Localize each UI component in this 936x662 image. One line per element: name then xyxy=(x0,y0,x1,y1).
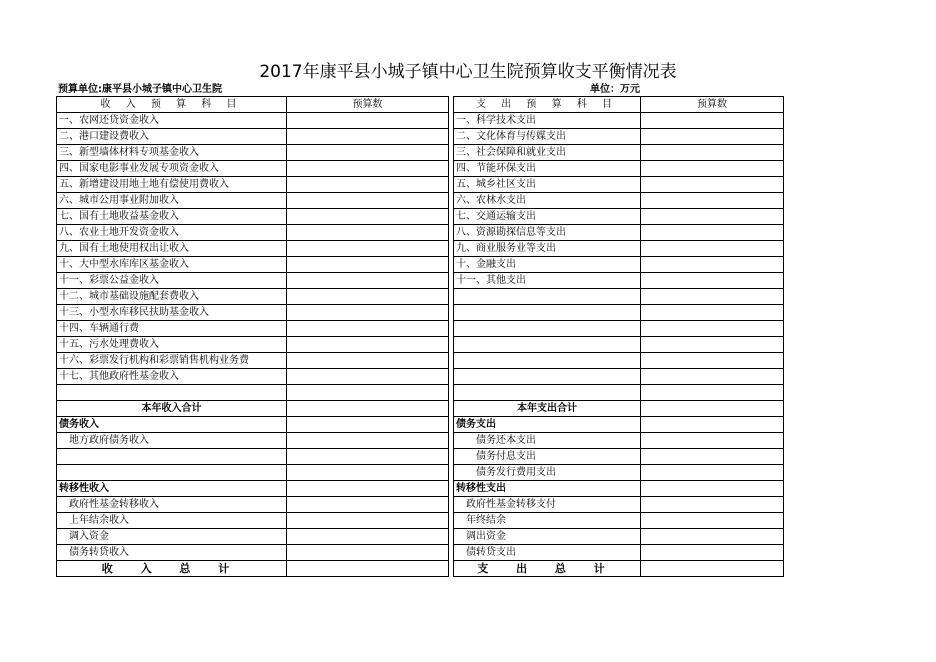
income-item: 九、国有土地使用权出让收入 xyxy=(57,241,287,257)
expense-item: 十、金融支出 xyxy=(454,257,641,273)
empty-cell xyxy=(454,369,641,385)
expense-item: 四、节能环保支出 xyxy=(454,161,641,177)
income-amount-cell xyxy=(287,225,449,241)
income-amount-cell xyxy=(287,209,449,225)
expense-amount-cell xyxy=(641,113,784,129)
expense-amount-cell xyxy=(641,401,784,417)
table-row xyxy=(57,225,784,241)
transfer-expense-label: 转移性支出 xyxy=(454,481,641,497)
expense-item: 六、农林水支出 xyxy=(454,193,641,209)
year-expense-total: 本年支出合计 xyxy=(454,401,641,417)
income-amount-cell xyxy=(287,513,449,529)
income-amount-cell xyxy=(287,337,449,353)
empty-cell xyxy=(454,305,641,321)
income-amount-cell xyxy=(287,481,449,497)
table-row xyxy=(57,257,784,273)
transfer-expense-item: 调出资金 xyxy=(454,529,641,545)
expense-amount-cell xyxy=(641,241,784,257)
table-row xyxy=(57,353,784,369)
income-item: 十一、彩票公益金收入 xyxy=(57,273,287,289)
income-item: 六、城市公用事业附加收入 xyxy=(57,193,287,209)
empty-cell xyxy=(57,465,287,481)
income-amount-cell xyxy=(287,321,449,337)
expense-amount-cell xyxy=(641,145,784,161)
table-row xyxy=(57,273,784,289)
expense-amount-cell xyxy=(641,561,784,577)
table-row xyxy=(57,289,784,305)
income-amount-cell xyxy=(287,369,449,385)
transfer-expense-item: 政府性基金转移支付 xyxy=(454,497,641,513)
expense-amount-cell xyxy=(641,129,784,145)
table-row xyxy=(57,177,784,193)
income-amount-cell xyxy=(287,433,449,449)
table-row xyxy=(57,385,784,401)
income-amount-cell xyxy=(287,529,449,545)
expense-amount-cell xyxy=(641,417,784,433)
table-row xyxy=(57,193,784,209)
expense-amount-cell xyxy=(641,449,784,465)
table-row xyxy=(57,145,784,161)
expense-amount-cell xyxy=(641,289,784,305)
expense-item: 一、科学技术支出 xyxy=(454,113,641,129)
budget-unit-label: 预算单位:康平县小城子镇中心卫生院 xyxy=(58,84,222,95)
income-amount-cell xyxy=(287,401,449,417)
expense-amount-cell xyxy=(641,529,784,545)
table-row xyxy=(57,513,784,529)
income-amount-cell xyxy=(287,113,449,129)
empty-cell xyxy=(57,385,287,401)
empty-cell xyxy=(454,289,641,305)
income-amount-cell xyxy=(287,385,449,401)
income-amount-cell xyxy=(287,497,449,513)
income-amount-cell xyxy=(287,161,449,177)
expense-item: 七、交通运输支出 xyxy=(454,209,641,225)
income-amount-cell xyxy=(287,353,449,369)
header-row xyxy=(57,97,784,113)
grand-expense-total: 支 出 总 计 xyxy=(454,561,641,577)
table-row xyxy=(57,465,784,481)
debt-expense-item: 债务发行费用支出 xyxy=(454,465,641,481)
table-row xyxy=(57,401,784,417)
debt-expense-item: 债务还本支出 xyxy=(454,433,641,449)
empty-cell xyxy=(57,449,287,465)
table-row xyxy=(57,129,784,145)
transfer-income-item: 债务转贷收入 xyxy=(57,545,287,561)
grand-income-total: 收 入 总 计 xyxy=(57,561,287,577)
debt-expense-label: 债务支出 xyxy=(454,417,641,433)
expense-amount-cell xyxy=(641,433,784,449)
table-row xyxy=(57,161,784,177)
empty-cell xyxy=(454,353,641,369)
transfer-income-item: 上年结余收入 xyxy=(57,513,287,529)
income-amount-cell xyxy=(287,305,449,321)
expense-amount-cell xyxy=(641,177,784,193)
income-amount-cell xyxy=(287,545,449,561)
expense-amount-cell xyxy=(641,497,784,513)
income-amount-cell xyxy=(287,449,449,465)
income-amount-cell xyxy=(287,257,449,273)
expense-amount-cell xyxy=(641,161,784,177)
transfer-income-item: 调入资金 xyxy=(57,529,287,545)
expense-amount-cell xyxy=(641,545,784,561)
page-title: 2017年康平县小城子镇中心卫生院预算收支平衡情况表 xyxy=(259,62,677,82)
table-row xyxy=(57,321,784,337)
budget-balance-table xyxy=(56,96,784,577)
currency-unit-label: 单位：万元 xyxy=(590,84,640,95)
income-item: 二、港口建设费收入 xyxy=(57,129,287,145)
empty-cell xyxy=(454,321,641,337)
debt-expense-item: 债务付息支出 xyxy=(454,449,641,465)
income-item: 七、国有土地收益基金收入 xyxy=(57,209,287,225)
income-item: 四、国家电影事业发展专项资金收入 xyxy=(57,161,287,177)
income-item: 十五、污水处理费收入 xyxy=(57,337,287,353)
income-amount-cell xyxy=(287,193,449,209)
table-row xyxy=(57,529,784,545)
income-item: 十三、小型水库移民扶助基金收入 xyxy=(57,305,287,321)
expense-amount-cell xyxy=(641,337,784,353)
income-amount-cell xyxy=(287,241,449,257)
expense-item-header: 支 出 预 算 科 目 xyxy=(454,97,641,113)
table-row xyxy=(57,417,784,433)
table-row xyxy=(57,433,784,449)
income-amount-cell xyxy=(287,561,449,577)
income-amount-cell xyxy=(287,145,449,161)
expense-amount-cell xyxy=(641,209,784,225)
table-row xyxy=(57,369,784,385)
expense-amount-cell xyxy=(641,321,784,337)
income-amount-cell xyxy=(287,273,449,289)
income-amount-cell xyxy=(287,177,449,193)
income-item-header: 收 入 预 算 科 目 xyxy=(57,97,287,113)
income-item: 十二、城市基础设施配套费收入 xyxy=(57,289,287,305)
income-amount-cell xyxy=(287,129,449,145)
expense-amount-cell xyxy=(641,193,784,209)
income-item: 十六、彩票发行机构和彩票销售机构业务费 xyxy=(57,353,287,369)
expense-item: 五、城乡社区支出 xyxy=(454,177,641,193)
income-item: 十七、其他政府性基金收入 xyxy=(57,369,287,385)
debt-income-label: 债务收入 xyxy=(57,417,287,433)
table-row xyxy=(57,497,784,513)
expense-amount-cell xyxy=(641,465,784,481)
income-item: 三、新型墙体材料专项基金收入 xyxy=(57,145,287,161)
income-amount-header: 预算数 xyxy=(287,97,449,113)
year-income-total: 本年收入合计 xyxy=(57,401,287,417)
expense-amount-cell xyxy=(641,369,784,385)
expense-amount-cell xyxy=(641,353,784,369)
table-row xyxy=(57,305,784,321)
transfer-income-item: 政府性基金转移收入 xyxy=(57,497,287,513)
income-amount-cell xyxy=(287,465,449,481)
expense-amount-cell xyxy=(641,481,784,497)
expense-item: 三、社会保障和就业支出 xyxy=(454,145,641,161)
debt-income-item: 地方政府债务收入 xyxy=(57,433,287,449)
empty-cell xyxy=(454,337,641,353)
expense-item: 十一、其他支出 xyxy=(454,273,641,289)
transfer-expense-item: 年终结余 xyxy=(454,513,641,529)
table-row xyxy=(57,209,784,225)
table-row xyxy=(57,449,784,465)
expense-item: 二、文化体育与传媒支出 xyxy=(454,129,641,145)
empty-cell xyxy=(454,385,641,401)
expense-amount-cell xyxy=(641,273,784,289)
table-row xyxy=(57,561,784,577)
expense-amount-header: 预算数 xyxy=(641,97,784,113)
expense-amount-cell xyxy=(641,305,784,321)
transfer-expense-item: 债转贷支出 xyxy=(454,545,641,561)
income-amount-cell xyxy=(287,417,449,433)
expense-amount-cell xyxy=(641,225,784,241)
income-item: 一、农网还贷资金收入 xyxy=(57,113,287,129)
expense-item: 九、商业服务业等支出 xyxy=(454,241,641,257)
table-row xyxy=(57,481,784,497)
table-row xyxy=(57,545,784,561)
table-row xyxy=(57,337,784,353)
table-row xyxy=(57,241,784,257)
table-row xyxy=(57,113,784,129)
expense-amount-cell xyxy=(641,257,784,273)
income-item: 八、农业土地开发资金收入 xyxy=(57,225,287,241)
income-item: 十四、车辆通行费 xyxy=(57,321,287,337)
income-item: 十、大中型水库库区基金收入 xyxy=(57,257,287,273)
expense-amount-cell xyxy=(641,513,784,529)
transfer-income-label: 转移性收入 xyxy=(57,481,287,497)
income-item: 五、新增建设用地土地有偿使用费收入 xyxy=(57,177,287,193)
income-amount-cell xyxy=(287,289,449,305)
expense-amount-cell xyxy=(641,385,784,401)
expense-item: 八、资源勘探信息等支出 xyxy=(454,225,641,241)
